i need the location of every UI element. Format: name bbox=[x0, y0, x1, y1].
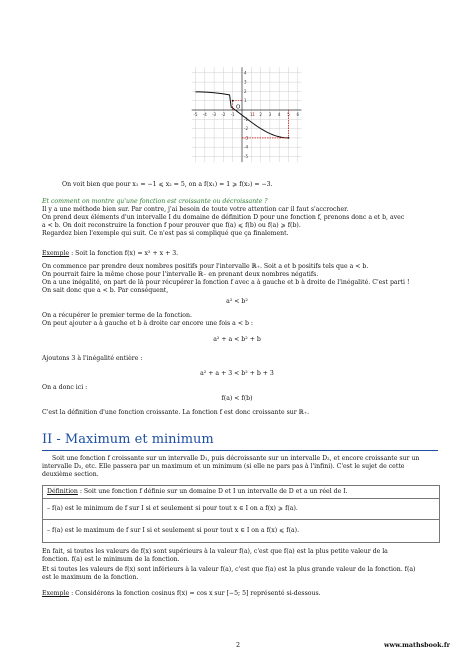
definition-label: Définition bbox=[47, 488, 78, 495]
x-tick-label: -5 bbox=[193, 112, 198, 117]
paragraph-line: intervalle D₃, etc. Elle passera par un maximum et un minimum (si elle ne pars pas à l'infini). C'est le sujet de cette bbox=[42, 463, 405, 470]
x-tick-label: 2 bbox=[259, 112, 262, 117]
y-tick-label: 1 bbox=[244, 98, 247, 104]
example-line bbox=[42, 590, 321, 598]
function-graph bbox=[186, 62, 310, 178]
definition-box bbox=[42, 485, 440, 543]
x-tick-label: -2 bbox=[221, 112, 226, 117]
section-title: II - Maximum et minimum bbox=[42, 432, 214, 447]
paragraph-line: deuxième section. bbox=[42, 471, 99, 478]
y-tick-label: -3 bbox=[244, 135, 248, 141]
x-tick-label: 4 bbox=[277, 112, 281, 117]
page-number: 2 bbox=[236, 641, 241, 649]
y-tick-label: -1 bbox=[244, 116, 248, 122]
paragraph-line: est le maximum de la fonction. bbox=[42, 574, 139, 581]
equation: f(a) < f(b) bbox=[221, 395, 253, 402]
definition-maximum bbox=[43, 519, 439, 542]
y-tick-label: 2 bbox=[244, 88, 247, 94]
example-label: Exemple bbox=[42, 590, 70, 597]
point-marker bbox=[232, 100, 234, 102]
intro-line: On voit bien que pour x₁ = −1 ⩽ x₂ = 5, on a f(x₁) = 1 ⩾ f(x₂) = −3. bbox=[62, 181, 273, 188]
example-text: : Considérons la fonction cosinus f(x) = cos x sur [−5; 5] représenté si-dessous. bbox=[69, 590, 321, 597]
x1-label: 1 bbox=[252, 112, 255, 117]
paragraph-line: On a donc ici : bbox=[42, 384, 88, 391]
paragraph-line: On sait donc que a < b. Par conséquent, bbox=[42, 287, 169, 294]
paragraph-line: Regardez bien l'exemple qui suit. Ce n'est pas si compliqué que ça finalement. bbox=[42, 230, 289, 237]
x-tick-label: -4 bbox=[202, 112, 207, 117]
example-line bbox=[42, 250, 178, 258]
example-text: : Soit la fonction f(x) = x² + x + 3. bbox=[69, 250, 179, 257]
equation: a² + a + 3 < b² + b + 3 bbox=[200, 370, 274, 377]
section-rule bbox=[42, 450, 438, 451]
y-tick-label: 4 bbox=[244, 70, 247, 76]
example-label: Exemple bbox=[42, 250, 70, 257]
paragraph-line: On peut ajouter a à gauche et b à droite car encore une fois a < b : bbox=[42, 320, 253, 327]
y-tick-label: -2 bbox=[244, 126, 248, 132]
paragraph-line: On a récupérer le premier terme de la fonction. bbox=[42, 312, 192, 319]
footer-url: www.mathsbook.fr bbox=[384, 641, 450, 649]
paragraph-line: En fait, si toutes les valeurs de f(x) sont supérieurs à la valeur f(a), c'est que f(a) est la plus petite valeur de la bbox=[42, 548, 388, 555]
paragraph-line: On a une inégalité, on part de là pour récupérer la fonction f avec a à gauche et b à droite de l'inégalité. C'est parti ! bbox=[42, 279, 410, 286]
equation: a² + a < b² + b bbox=[213, 336, 261, 343]
maximum-line: – f(a) est le maximum de f sur I si et seulement si pour tout x ∈ I on a f(x) ⩽ f(a). bbox=[47, 527, 300, 534]
y-tick-label: -5 bbox=[244, 154, 248, 159]
x-tick-label: 6 bbox=[296, 112, 300, 117]
paragraph-line: On commence par prendre deux nombres positifs pour l'intervalle ℝ₊. Soit a et b positifs tels que a < b. bbox=[42, 263, 369, 270]
point-marker bbox=[288, 137, 290, 139]
x-tick-label: 1 bbox=[250, 112, 253, 117]
x-tick-label: -1 bbox=[230, 112, 235, 117]
question-heading: Et comment on montre qu'une fonction est croissante ou décroissante ? bbox=[42, 198, 268, 205]
definition-minimum bbox=[43, 498, 439, 520]
paragraph-line: fonction. f(a) est le minimum de la fonction. bbox=[42, 556, 180, 563]
equation: a² < b² bbox=[226, 298, 248, 305]
paragraph-line: On pourrait faire la même chose pour l'intervalle ℝ₋ en prenant deux nombres négatifs. bbox=[42, 271, 319, 278]
definition-head bbox=[47, 488, 348, 496]
paragraph-line: Ajoutons 3 à l'inégalité entière : bbox=[42, 355, 143, 362]
paragraph-line: On prend deux éléments d'un intervalle I du domaine de définition D pour une fonction f, prenons donc a et b, avec bbox=[42, 214, 405, 221]
paragraph-line: Soit une fonction f croissante sur un intervalle D₁, puis décroissante sur un intervalle D₂, et encore croissante sur un bbox=[52, 455, 420, 462]
paragraph-line: C'est la définition d'une fonction croissante. La fonction f est donc croissante sur ℝ₊. bbox=[42, 409, 310, 416]
paragraph-line: Et si toutes les valeurs de f(x) sont inférieurs à la valeur f(a), c'est que f(a) est la plus grande valeur de la fonction. f(a) bbox=[42, 566, 416, 573]
x-tick-label: 5 bbox=[287, 112, 290, 117]
y-tick-label: 3 bbox=[244, 79, 247, 85]
origin-label: O bbox=[236, 104, 241, 111]
definition-text: : Soit une fonction f définie sur un domaine D et I un intervalle de D et a un réel de I. bbox=[77, 488, 348, 495]
x-tick-label: 3 bbox=[268, 112, 272, 117]
paragraph-line: Il y a une méthode bien sur. Par contre, j'ai besoin de toute votre attention car il faut s'accrocher. bbox=[42, 206, 349, 213]
paragraph-line: a < b. On doit reconstruire la fonction f pour prouver que f(a) ⩽ f(b) ou f(a) ⩾ f(b). bbox=[42, 222, 301, 229]
minimum-line: – f(a) est le minimum de f sur I si et seulement si pour tout x ∈ I on a f(x) ⩾ f(a). bbox=[47, 505, 298, 512]
x-tick-label: -3 bbox=[212, 112, 217, 117]
y-tick-label: -4 bbox=[244, 144, 248, 150]
